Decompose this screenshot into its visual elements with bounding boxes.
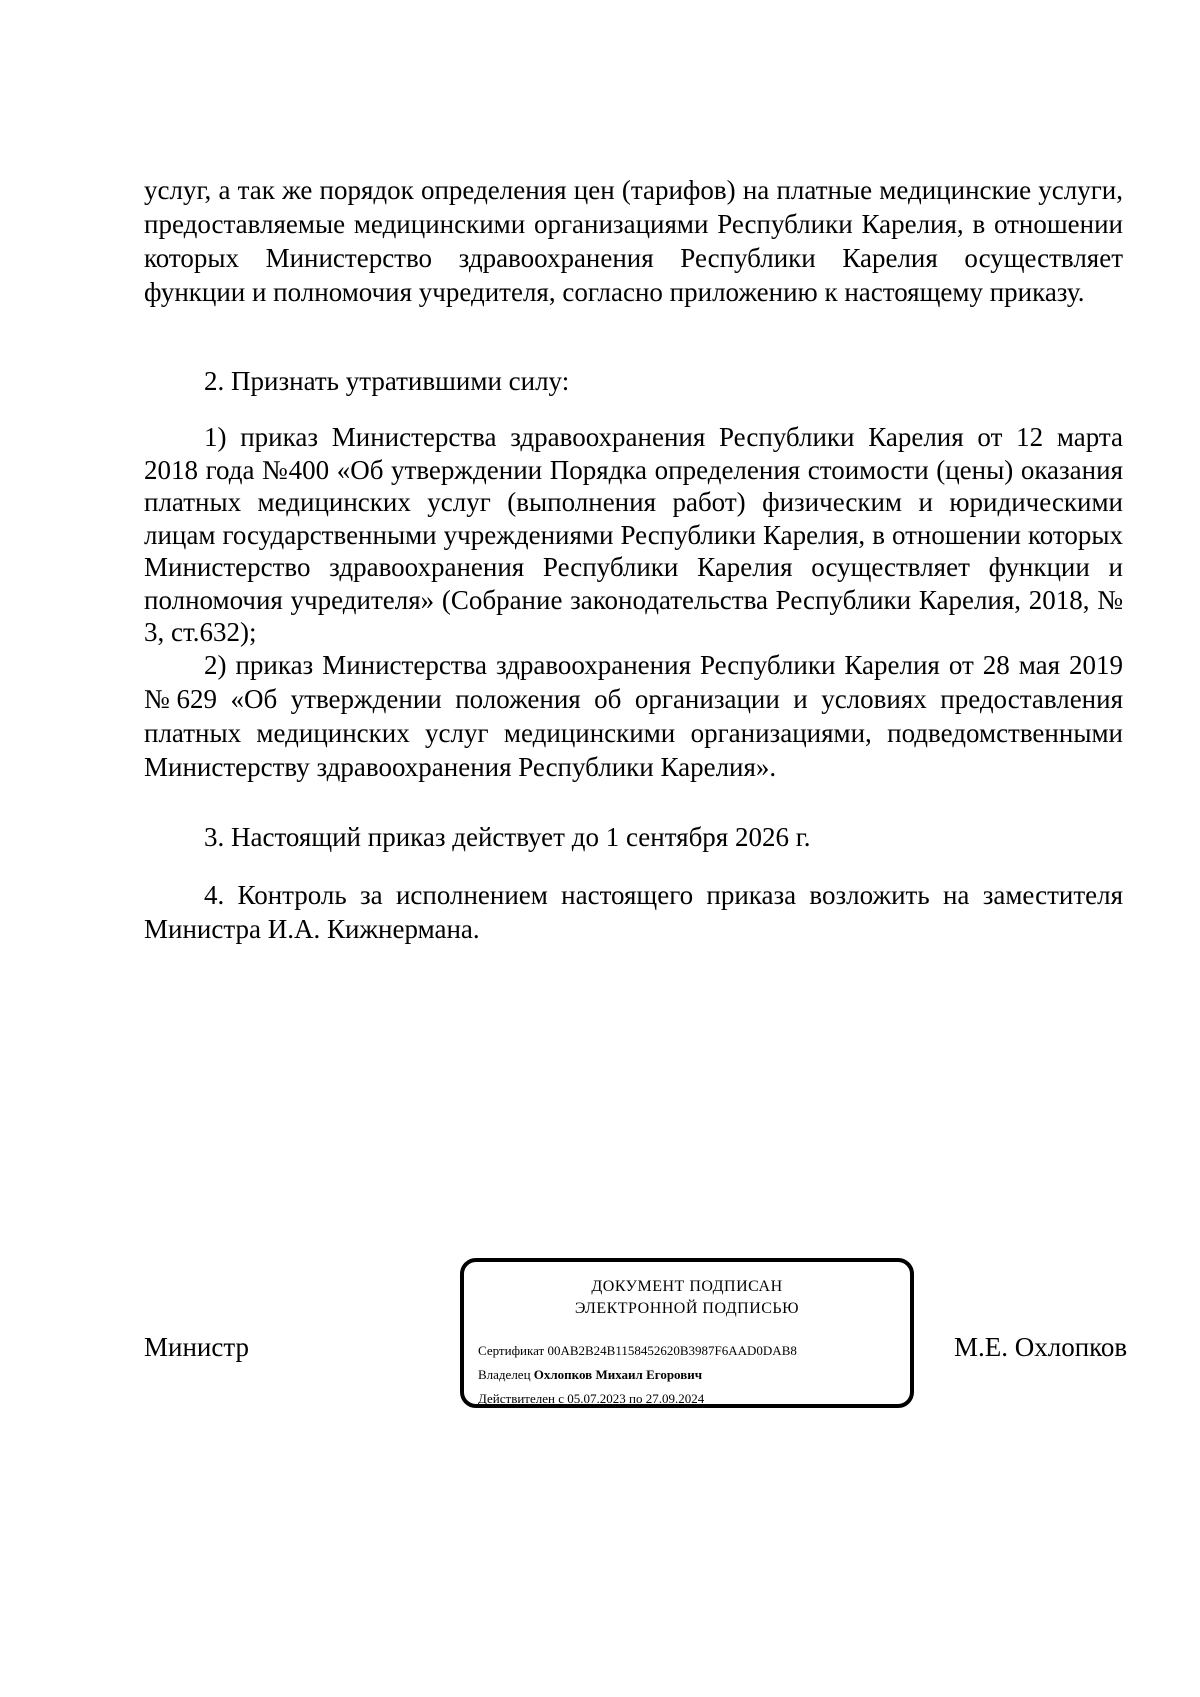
paragraph-item-2-2: 2) приказ Министерства здравоохранения Республики Карелия от 28 мая 2019 №629 «Об утверждении положения об организации и условиях предоставления платных медицинских услуг медицинскими организациями, подведомственными Министерству здравоохранения Республики Карелия».: [144, 650, 1123, 782]
signatory-position: Министр: [144, 1332, 249, 1362]
signatory-name: М.Е. Охлопков: [954, 1332, 1128, 1362]
electronic-signature-stamp: [460, 1258, 914, 1408]
paragraph-intro: услуг, а так же порядок определения цен (тарифов) на платные медицинские услуги, предоставляемые медицинскими организациями Республики Карелия, в отношении которых Министерство здравоохранения Республики Карелия осуществляет функции и полномочия учредителя, согласно приложению к настоящему приказу.: [144, 175, 1123, 307]
paragraph-item-2: 2. Признать утратившими силу:: [204, 366, 570, 396]
stamp-certificate-label: Сертификат: [478, 1343, 545, 1358]
stamp-valid-to: 27.09.2024: [645, 1391, 705, 1406]
stamp-valid-to-label: по: [629, 1391, 643, 1406]
stamp-valid-from-label: с: [558, 1391, 564, 1406]
stamp-certificate-value: 00AB2B24B1158452620B3987F6AAD0DAB8: [547, 1343, 797, 1358]
stamp-owner-label: Владелец: [478, 1367, 531, 1382]
paragraph-item-4: 4. Контроль за исполнением настоящего приказа возложить на заместителя Министра И.А. Кижнермана.: [144, 880, 1123, 944]
stamp-title-line-2: ЭЛЕКТРОННОЙ ПОДПИСЬЮ: [574, 1300, 800, 1317]
stamp-owner: [478, 1366, 702, 1384]
stamp-title: [464, 1276, 910, 1320]
stamp-owner-value: Охлопков Михаил Егорович: [533, 1367, 703, 1382]
stamp-valid-from: 05.07.2023: [567, 1391, 626, 1406]
stamp-title-line-1: ДОКУМЕНТ ПОДПИСАН: [591, 1278, 783, 1295]
stamp-valid-label: Действителен: [478, 1391, 555, 1406]
paragraph-item-2-1: 1) приказ Министерства здравоохранения Республики Карелия от 12 марта 2018 года №400 «Об утверждении Порядка определения стоимости (цены) оказания платных медицинских услуг (выполнения работ) физическим и юридическими лицам государственными учреждениями Республики Карелия, в отношении которых Министерство здравоохранения Республики Карелия осуществляет функции и полномочия учредителя» (Собрание законодательства Республики Карелия, 2018, № 3, ст.632);: [144, 422, 1123, 647]
paragraph-item-3: 3. Настоящий приказ действует до 1 сентября 2026 г.: [204, 822, 811, 852]
stamp-validity: [478, 1390, 704, 1408]
stamp-certificate: [478, 1342, 797, 1360]
